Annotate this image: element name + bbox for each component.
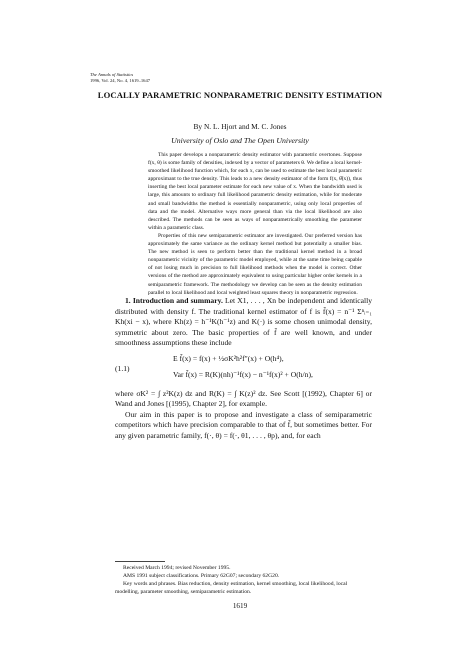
journal-header [90,72,150,84]
main-text [115,296,372,441]
affiliation: University of Oslo and The Open University [171,136,309,145]
abstract-paragraph: This paper develops a nonparametric density estimator with parametric overtones. Suppose f(x, θ) is some family of densities, indexed by a vector of parameters θ. We define a local kernel-smoothed likelihood function which, for each x, can be used to estimate the best local parametric approximant to the true density. This leads to a new density estimator of the form f(x, θ̂(x)), thus inserting the best local parameter estimate for each new value of x. When the bandwidth used is large, this amounts to ordinary full likelihood parametric density estimation, while for moderate and small bandwidths the method is essentially nonparametric, using only local properties of data and the model. Alternative ways more general than via the local likelihood are also described. The methods can be seen as ways of nonparametrically smoothing the parameter within a parametric class. [148,152,362,231]
equation-number: (1.1) [115,363,130,373]
body-paragraph: where σK² = ∫ z²K(z) dz and R(K) = ∫ K(z)² dz. See Scott [(1992), Chapter 6] or Wand and Jones [(1995), Chapter 2], for example. [115,388,372,408]
intro-text: Let X1, . . . , Xn be independent and identically distributed with density f. The traditional kernel estimator of f is f̃(x) = n⁻¹ Σⁿᵢ₌₁ Kh(xi − x), where Kh(z) = h⁻¹K(h⁻¹z) and K(·) is some chosen unimodal density, symmetric about zero. The basic properties of f̃ are well known, and under smoothness assumptions these include [115,296,372,347]
journal-name: The Annals of Statistics [90,72,134,77]
footnote-rule [115,561,165,562]
journal-reference: 1996, Vol. 24, No. 4, 1619–1647 [90,78,151,83]
footnotes [115,564,372,596]
intro-paragraph [115,296,372,349]
footnote-keywords: Key words and phrases. Bias reduction, density estimation, kernel smoothing, local likelihood, local modelling, parameter smoothing, semiparametric estimation. [115,581,348,595]
paper-title: LOCALLY PARAMETRIC NONPARAMETRIC DENSITY ESTIMATION [97,90,383,100]
equation-expectation: E f̃(x) = f(x) + ½σK²h²f″(x) + O(h⁴), [173,353,284,363]
equation-block [115,350,372,388]
abstract-paragraph: Properties of this new semiparametric estimator are investigated. Our preferred version has approximately the same variance as the ordinary kernel method but potentially a smaller bias. The new method is seen to perform better than the traditional kernel method in a broad nonparametric vicinity of the parametric model employed, while at the same time being capable of not losing much in precision to full likelihood methods when the model is correct. Other versions of the method are approximately equivalent to using particular higher order kernels in a semiparametric framework. The methodology we develop can be seen as the density estimation parallel to local likelihood and local weighted least squares theory in nonparametric regression. [148,232,362,296]
footnote-received: Received March 1994; revised November 1995. [123,565,231,571]
body-paragraph: Our aim in this paper is to propose and investigate a class of semiparametric competitors which have precision comparable to that of f̃, but sometimes better. For any given parametric family, f(·, θ) = f(·, θ1, . . . , θp), and, for each [115,409,372,440]
footnote-ams: AMS 1991 subject classifications. Primary 62G07; secondary 62G20. [123,573,280,579]
equation-variance: Var f̃(x) = R(K)(nh)⁻¹f(x) − n⁻¹f(x)² + O(h/n), [173,369,313,379]
abstract [148,151,362,297]
authors: By N. L. Hjort and M. C. Jones [193,122,287,131]
page-number: 1619 [232,602,248,610]
section-heading: 1. Introduction and summary. [125,296,223,305]
